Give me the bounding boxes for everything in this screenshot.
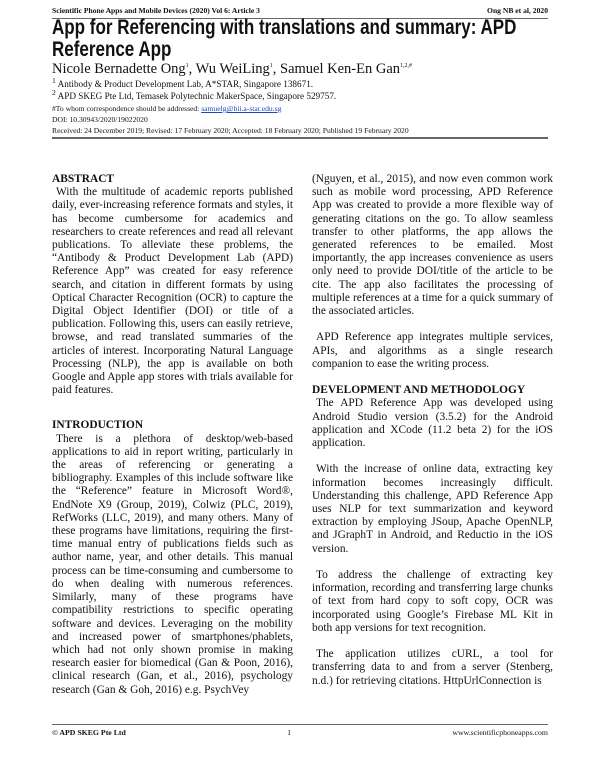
website: www.scientificphoneapps.com xyxy=(452,728,548,737)
affiliation-1 xyxy=(52,75,548,90)
email-link[interactable]: samuelg@bii.a-star.edu.sg xyxy=(201,104,282,113)
affiliation-text: Antibody & Product Development Lab, A*STAR, Singapore 138671. xyxy=(57,79,314,89)
page-footer xyxy=(52,724,548,738)
affiliation-2 xyxy=(52,87,548,102)
author-name: Wu WeiLing xyxy=(195,61,270,77)
page-number: 1 xyxy=(287,728,292,737)
paragraph: The application utilizes cURL, a tool for transferring data to and from a server (Stenberg, n.d.) for retrieving citations. HttpUrlConnection is xyxy=(312,648,553,687)
right-column xyxy=(312,173,553,688)
introduction-text: There is a plethora of desktop/web-based applications to aid in report writing, particularly in the areas of referencing or generating a bibliography. Examples of this include software like the “Reference” feature in Microsoft Word®, EndNote X9 (Group, 2019), Colwiz (PLC, 2019), RefWorks (LLC, 2019), and many others. Many of these programs have limitations, requiring the first-time manual entry of publications fields such as author name, year, and other details. This manual process can be time-consuming and cumbersome to do when dealing with numerous references. Similarly, many of these programs have compatibility restrictions to specific operating software and devices. Leveraging on the mobility and increased power of smartphones/phablets, which had not only shown promise in making research easier for biomedical (Gan & Poon, 2016), clinical research (Gan, et al., 2016), psychology research (Gan & Goh, 2016) e.g. PsychVey xyxy=(52,432,293,696)
doi: DOI: 10.30943/2020/19022020 xyxy=(52,115,148,124)
author-affiliation-mark: 1 xyxy=(185,63,189,70)
author-name: Nicole Bernadette Ong xyxy=(52,61,186,77)
affiliation-text: APD SKEG Pte Ltd, Temasek Polytechnic MakerSpace, Singapore 529757. xyxy=(57,91,337,101)
copyright: © APD SKEG Pte Ltd xyxy=(52,728,126,737)
journal-name: Scientific Phone Apps and Mobile Devices (2020) Vol 6: Article 3 xyxy=(52,6,260,15)
paragraph: With the increase of online data, extracting key information becomes increasingly difficult. Understanding this challenge, APD Reference App uses NLP for text summarization and keyword extraction by employing JSoup, Apache OpenNLP, and JGraphT in Android, and Reductio in the iOS version. xyxy=(312,463,553,555)
paragraph: (Nguyen, et al., 2015), and now even common work such as mobile word processing, APD Reference App was created to provide a more flexible way of generating citations on the go. To allow seamless transfer to other platforms, the app allows the generated references to be emailed. Most importantly, the app increases convenience as users only need to provide DOI/title of the article to be cite. The app also facilitates the processing of multiple references at a time for a quick summary of the associated articles. xyxy=(312,173,553,318)
development-heading: DEVELOPMENT AND METHODOLOGY xyxy=(312,384,526,397)
introduction-heading: INTRODUCTION xyxy=(52,419,144,432)
author-list: Nicole Bernadette Ong$^1$, Wu WeiLing$^1$, Samuel Ken-En Gan$^{1,2,\#}$ xyxy=(52,61,413,77)
publication-dates: Received: 24 December 2019; Revised: 17 February 2020; Accepted: 18 February 2020; Published 19 February 2020 xyxy=(52,126,548,139)
author-affiliation-mark: 1 xyxy=(269,63,273,70)
author-affiliation-mark: 1,2,# xyxy=(400,63,413,70)
affiliation-number: 2 xyxy=(52,87,56,97)
paragraph: APD Reference app integrates multiple services, APIs, and algorithms as a single research companion to ease the writing process. xyxy=(312,331,553,370)
paper-title: App for Referencing with translations and summary: APD Reference App xyxy=(52,16,517,61)
correspondence xyxy=(52,104,548,114)
author-name: Samuel Ken-En Gan xyxy=(280,61,401,77)
left-column xyxy=(52,173,293,697)
paragraph: The APD Reference App was developed using Android Studio version (3.5.2) for the Android application and XCode (11.2 beta 2) for the iOS application. xyxy=(312,397,553,450)
correspondence-label: #To whom correspondence should be addressed: xyxy=(52,104,200,113)
abstract-heading: ABSTRACT xyxy=(52,173,115,185)
affiliation-number: 1 xyxy=(52,75,56,85)
author-short: Ong NB et al, 2020 xyxy=(487,6,548,15)
paragraph: To address the challenge of extracting key information, recording and transferring large chunks of text from hard copy to soft copy, OCR was incorporated using Google’s Firebase ML Kit in both app versions for text recognition. xyxy=(312,569,553,634)
abstract-text: With the multitude of academic reports published daily, ever-increasing reference formats and styles, it has become cumbersome for academics and researchers to create references and read all relevant publications. To alleviate these problems, the “Antibody & Product Development Lab (APD) Reference App” was created for easy reference search, and citation in different formats by using Optical Character Recognition (OCR) to capture the Digital Object Identifier (DOI) or title of a publication. Following this, users can easily retrieve, browse, and read translated summaries of the articles of interest. Incorporating Natural Language Processing (NLP), the app is available on both Google and Apple app stores with trials available for paid features. xyxy=(52,186,293,397)
